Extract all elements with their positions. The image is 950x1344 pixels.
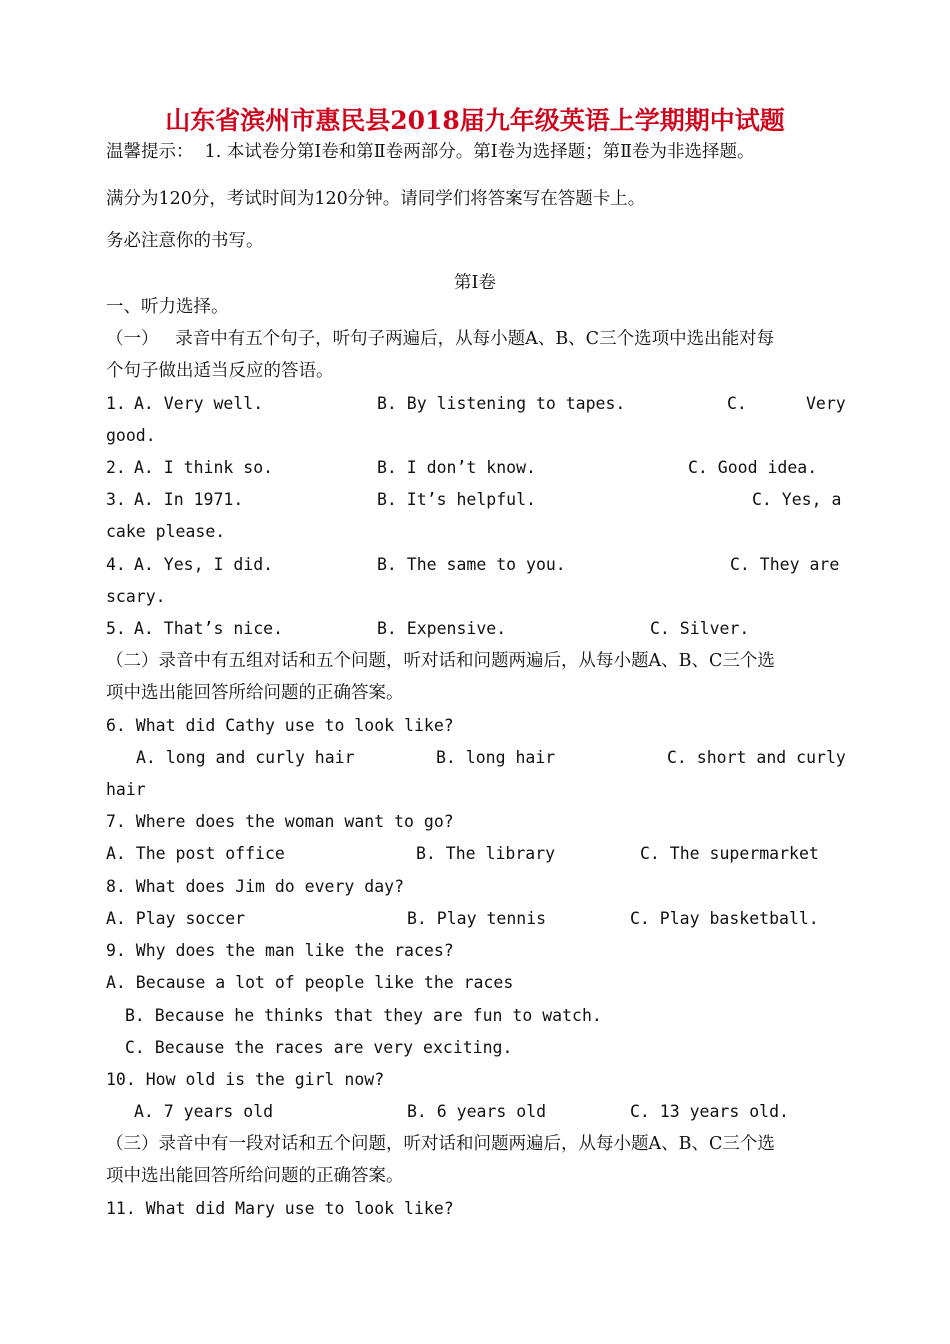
q6-option-a: A. long and curly hair [136,748,355,767]
q9-option-c: C. Because the races are very exciting. [125,1038,513,1057]
q4-option-b: B. The same to you. [377,555,566,574]
q8-stem: 8. What does Jim do every day? [106,877,405,896]
q1-wrap: good. [106,426,156,445]
q7-option-a: A. The post office [106,844,285,863]
q7-stem: 7. Where does the woman want to go? [106,812,454,831]
q6-option-b: B. long hair [436,748,556,767]
q11-stem: 11. What did Mary use to look like? [106,1199,454,1218]
part2-intro-cont: 项中选出能回答所给问题的正确答案。 [106,683,404,703]
q1-option-c-cont: Very [806,394,846,413]
part2-intro: （二）录音中有五组对话和五个问题，听对话和问题两遍后，从每小题A、B、C三个选 [106,651,775,671]
volume-heading: 第Ⅰ卷 [454,273,496,293]
tip-line-1: 温馨提示： 1. 本试卷分第Ⅰ卷和第Ⅱ卷两部分。第Ⅰ卷为选择题；第Ⅱ卷为非选择题。 [106,142,755,162]
q4-number: 4. [106,555,136,574]
q1-option-a: A. Very well. [134,394,264,413]
q5-option-a: A. That’s nice. [134,619,284,638]
q5-number: 5. [106,619,136,638]
q3-number: 3. [106,490,136,509]
q7-option-b: B. The library [416,844,556,863]
q5-option-b: B. Expensive. [377,619,507,638]
q1-option-b: B. By listening to tapes. [377,394,626,413]
part3-intro-cont: 项中选出能回答所给问题的正确答案。 [106,1166,404,1186]
q4-wrap: scary. [106,587,166,606]
part1-intro: （一） 录音中有五个句子，听句子两遍后，从每小题A、B、C三个选项中选出能对每 [106,329,775,349]
q9-stem: 9. Why does the man like the races? [106,941,454,960]
q10-option-b: B. 6 years old [407,1102,547,1121]
part1-intro-cont: 个句子做出适当反应的答语。 [106,361,334,381]
part3-intro: （三）录音中有一段对话和五个问题，听对话和问题两遍后，从每小题A、B、C三个选 [106,1134,775,1154]
q8-option-b: B. Play tennis [407,909,547,928]
q10-stem: 10. How old is the girl now? [106,1070,385,1089]
q7-option-c: C. The supermarket [640,844,819,863]
q2-number: 2. [106,458,136,477]
q8-option-a: A. Play soccer [106,909,246,928]
q3-wrap: cake please. [106,522,226,541]
tip-line-3: 务必注意你的书写。 [106,231,264,251]
q9-option-b: B. Because he thinks that they are fun to watch. [125,1006,602,1025]
q8-option-c: C. Play basketball. [630,909,819,928]
section-heading: 一、听力选择。 [106,297,229,317]
q4-option-a: A. Yes, I did. [134,555,274,574]
q1-option-c: C. [727,394,747,413]
q9-option-a: A. Because a lot of people like the races [106,973,514,992]
q5-option-c: C. Silver. [650,619,750,638]
q2-option-c: C. Good idea. [688,458,818,477]
q10-option-c: C. 13 years old. [630,1102,789,1121]
q6-stem: 6. What did Cathy use to look like? [106,716,454,735]
q2-option-a: A. I think so. [134,458,274,477]
exam-title: 山东省滨州市惠民县2018届九年级英语上学期期中试题 [165,106,785,135]
q6-option-c: C. short and curly [667,748,846,767]
q10-option-a: A. 7 years old [134,1102,274,1121]
q3-option-c: C. Yes, a [752,490,842,509]
q2-option-b: B. I don’t know. [377,458,536,477]
q4-option-c: C. They are [730,555,840,574]
q3-option-b: B. It’s helpful. [377,490,536,509]
q3-option-a: A. In 1971. [134,490,244,509]
q6-wrap: hair [106,780,146,799]
tip-line-2: 满分为120分，考试时间为120分钟。请同学们将答案写在答题卡上。 [106,189,646,209]
q1-number: 1. [106,394,136,413]
